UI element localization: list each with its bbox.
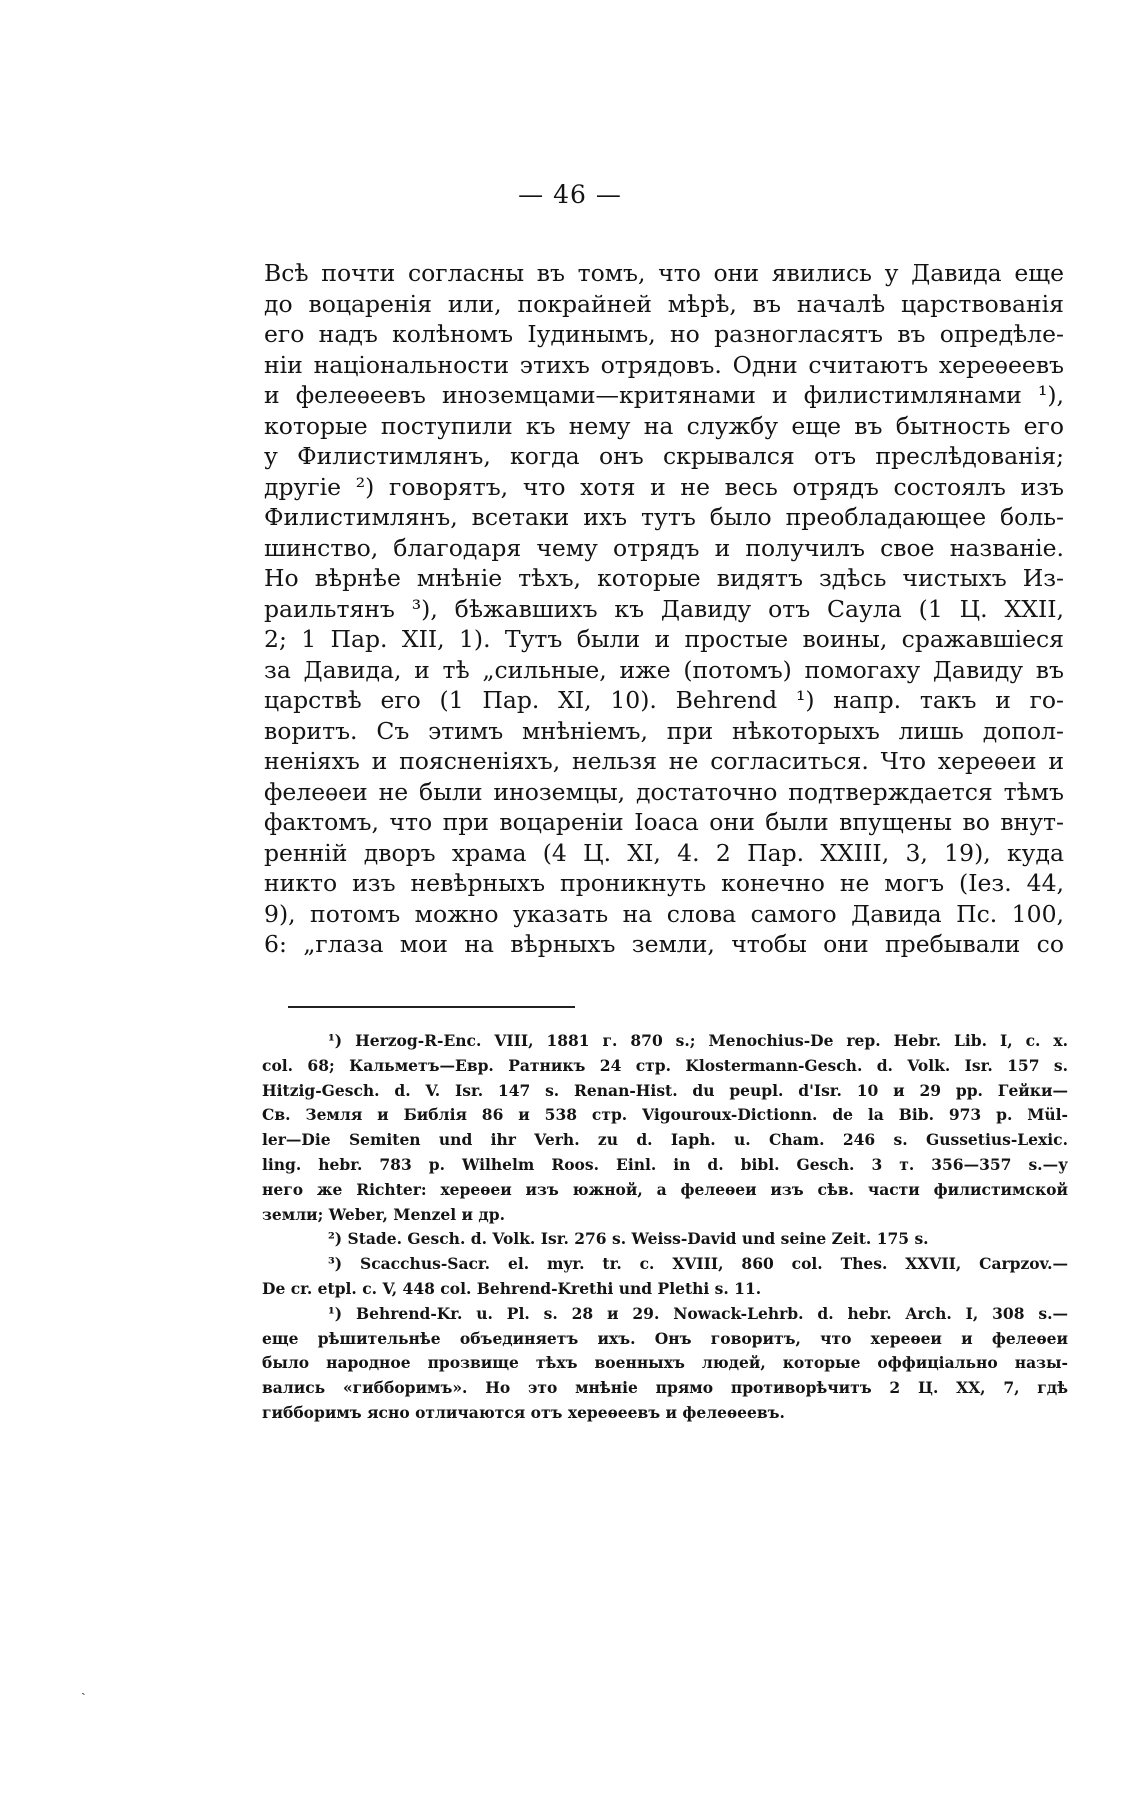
footnote-line: ler—Die Semiten und ihr Verh. zu d. Iaph. u. Cham. 246 s. Gussetius-Lexic.: [262, 1130, 1068, 1150]
text-line: 6: „глаза мои на вѣрныхъ земли, чтобы они пребывали со: [264, 930, 1064, 958]
text-line: которые поступили къ нему на службу еще въ бытность его: [264, 411, 1064, 440]
text-line: раильтянъ ³), бѣжавшихъ къ Давиду отъ Саула (1 Ц. XXII,: [264, 594, 1064, 623]
text-line: ніи національности этихъ отрядовъ. Одни считаютъ хереѳеевъ: [264, 350, 1064, 379]
footnote-line: вались «гибборимъ». Но это мнѣніе прямо противорѣчитъ 2 Ц. XX, 7, гдѣ: [262, 1378, 1068, 1398]
footnote-line: ling. hebr. 783 p. Wilhelm Roos. Einl. in d. bibl. Gesch. 3 т. 356—357 s.—у: [262, 1154, 1068, 1174]
text-line: Но вѣрнѣе мнѣніе тѣхъ, которые видятъ здѣсь чистыхъ Из-: [264, 564, 1064, 592]
footnote-line: него же Richter: хереѳеи изъ южной, а фелеѳеи изъ сѣв. части филистимской: [262, 1179, 1068, 1199]
footnote-line: De cr. etpl. c. V, 448 col. Behrend-Krethi und Plethi s. 11.: [262, 1278, 762, 1298]
footnote-line: col. 68; Кальметъ—Евр. Ратникъ 24 стр. Klostermann-Gesch. d. Volk. Isr. 157 s.: [262, 1055, 1068, 1075]
text-line: до воцаренія или, покрайней мѣрѣ, въ началѣ царствованія: [264, 289, 1064, 318]
text-line: Филистимлянъ, всетаки ихъ тутъ было преобладающее боль-: [264, 503, 1064, 531]
text-line: ренній дворъ храма (4 Ц. XI, 4. 2 Пар. XXIII, 3, 19), куда: [264, 838, 1064, 867]
footnotes-block: [262, 1029, 1068, 1426]
text-line: неніяхъ и поясненіяхъ, нельзя не согласиться. Что хереѳеи и: [264, 747, 1064, 775]
footnote-line: земли; Weber, Menzel и др.: [262, 1204, 505, 1224]
text-line: фактомъ, что при воцареніи Іоаса они были впущены во внут-: [264, 808, 1064, 836]
main-text-block: [264, 258, 1064, 960]
text-line: и фелеѳеевъ иноземцами—критянами и филистимлянами ¹),: [264, 381, 1064, 409]
text-line: фелеѳеи не были иноземцы, достаточно подтверждается тѣмъ: [264, 777, 1064, 806]
text-line: шинство, благодаря чему отрядъ и получилъ свое названіе.: [264, 533, 1064, 562]
text-line: его надъ колѣномъ Іудинымъ, но разногласятъ въ опредѣле-: [264, 320, 1064, 348]
page-number: — 46 —: [518, 180, 622, 209]
footnote-divider: [288, 1006, 575, 1008]
footnote-line: Св. Земля и Библія 86 и 538 стр. Vigouroux-Dictionn. de la Bib. 973 p. Mül-: [262, 1105, 1068, 1125]
text-line: 2; 1 Пар. XII, 1). Тутъ были и простые воины, сражавшіеся: [264, 625, 1064, 653]
text-line: Всѣ почти согласны въ томъ, что они явились у Давида еще: [264, 259, 1064, 287]
footnote-line: ¹) Behrend-Kr. u. Pl. s. 28 и 29. Nowack-Lehrb. d. hebr. Arch. I, 308 s.—: [328, 1303, 1068, 1323]
footnote-line: Hitzig-Gesch. d. V. Isr. 147 s. Renan-Hist. du peupl. d'Isr. 10 и 29 pp. Гейки—: [262, 1080, 1068, 1100]
text-line: никто изъ невѣрныхъ проникнуть конечно не могъ (Іез. 44,: [264, 869, 1064, 897]
footnote-line: гибборимъ ясно отличаются отъ хереѳеевъ и фелеѳеевъ.: [262, 1402, 785, 1422]
footnote-line: ¹) Herzog-R-Enc. VIII, 1881 г. 870 s.; Menochius-De rep. Hebr. Lib. I, c. x.: [328, 1031, 1068, 1050]
margin-mark: ˎ: [81, 1680, 86, 1696]
text-line: царствѣ его (1 Пар. XI, 10). Behrend ¹) напр. такъ и го-: [264, 686, 1064, 714]
footnote-line: было народное прозвище тѣхъ военныхъ людей, которые оффиціально назы-: [262, 1353, 1068, 1373]
footnote-line: ²) Stade. Gesch. d. Volk. Isr. 276 s. Weiss-David und seine Zeit. 175 s.: [328, 1229, 929, 1249]
text-line: воритъ. Съ этимъ мнѣніемъ, при нѣкоторыхъ лишь допол-: [264, 716, 1064, 745]
text-line: у Филистимлянъ, когда онъ скрывался отъ преслѣдованія;: [264, 442, 1064, 470]
text-line: 9), потомъ можно указать на слова самого Давида Пс. 100,: [264, 899, 1064, 928]
footnote-line: ³) Scacchus-Sacr. el. myr. tr. c. XVIII, 860 col. Thes. XXVII, Carpzov.—: [328, 1254, 1068, 1274]
footnote-line: еще рѣшительнѣе объединяетъ ихъ. Онъ говоритъ, что хереѳеи и фелеѳеи: [262, 1328, 1068, 1348]
text-line: за Давида, и тѣ „сильные, иже (потомъ) помогаху Давиду въ: [264, 655, 1064, 684]
text-line: другіе ²) говорятъ, что хотя и не весь отрядъ состоялъ изъ: [264, 472, 1064, 501]
